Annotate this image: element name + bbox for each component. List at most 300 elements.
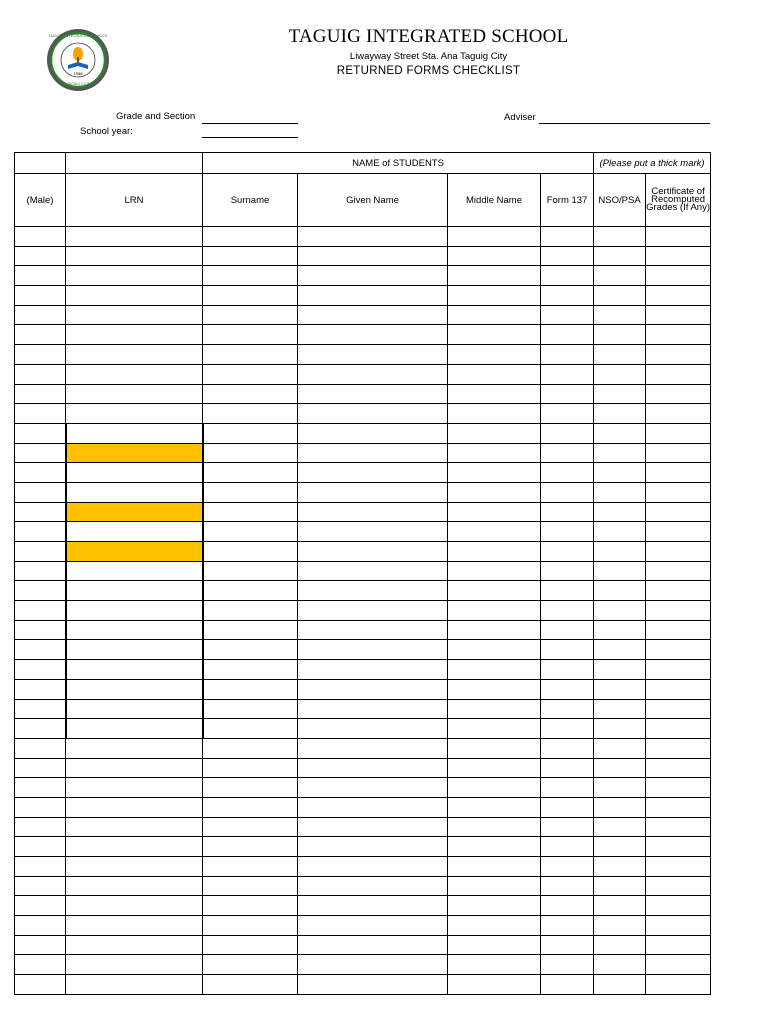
surname-cell[interactable] — [203, 660, 298, 680]
certificate-cell[interactable] — [646, 640, 711, 660]
middle-name-cell[interactable] — [448, 227, 541, 247]
form137-cell[interactable] — [541, 364, 594, 384]
lrn-cell[interactable] — [66, 404, 203, 424]
surname-cell[interactable] — [203, 778, 298, 798]
certificate-cell[interactable] — [646, 502, 711, 522]
form137-cell[interactable] — [541, 601, 594, 621]
male-cell[interactable] — [15, 738, 66, 758]
form137-cell[interactable] — [541, 955, 594, 975]
lrn-cell[interactable] — [66, 384, 203, 404]
lrn-cell[interactable] — [66, 797, 203, 817]
male-cell[interactable] — [15, 561, 66, 581]
lrn-cell[interactable] — [66, 916, 203, 936]
surname-cell[interactable] — [203, 758, 298, 778]
male-cell[interactable] — [15, 266, 66, 286]
form137-cell[interactable] — [541, 620, 594, 640]
certificate-cell[interactable] — [646, 679, 711, 699]
given-name-cell[interactable] — [298, 364, 448, 384]
lrn-cell[interactable] — [66, 246, 203, 266]
surname-cell[interactable] — [203, 463, 298, 483]
surname-cell[interactable] — [203, 620, 298, 640]
given-name-cell[interactable] — [298, 246, 448, 266]
given-name-cell[interactable] — [298, 443, 448, 463]
middle-name-cell[interactable] — [448, 561, 541, 581]
nso-psa-cell[interactable] — [594, 542, 646, 562]
given-name-cell[interactable] — [298, 857, 448, 877]
form137-cell[interactable] — [541, 975, 594, 995]
middle-name-cell[interactable] — [448, 482, 541, 502]
middle-name-cell[interactable] — [448, 640, 541, 660]
male-cell[interactable] — [15, 423, 66, 443]
given-name-cell[interactable] — [298, 345, 448, 365]
middle-name-cell[interactable] — [448, 542, 541, 562]
lrn-cell[interactable] — [66, 561, 203, 581]
nso-psa-cell[interactable] — [594, 640, 646, 660]
form137-cell[interactable] — [541, 502, 594, 522]
certificate-cell[interactable] — [646, 561, 711, 581]
lrn-cell[interactable] — [66, 463, 203, 483]
certificate-cell[interactable] — [646, 384, 711, 404]
male-cell[interactable] — [15, 896, 66, 916]
given-name-cell[interactable] — [298, 679, 448, 699]
given-name-cell[interactable] — [298, 640, 448, 660]
certificate-cell[interactable] — [646, 325, 711, 345]
nso-psa-cell[interactable] — [594, 423, 646, 443]
male-cell[interactable] — [15, 817, 66, 837]
given-name-cell[interactable] — [298, 502, 448, 522]
surname-cell[interactable] — [203, 542, 298, 562]
form137-cell[interactable] — [541, 778, 594, 798]
nso-psa-cell[interactable] — [594, 404, 646, 424]
male-cell[interactable] — [15, 384, 66, 404]
nso-psa-cell[interactable] — [594, 345, 646, 365]
middle-name-cell[interactable] — [448, 817, 541, 837]
nso-psa-cell[interactable] — [594, 620, 646, 640]
nso-psa-cell[interactable] — [594, 502, 646, 522]
form137-cell[interactable] — [541, 758, 594, 778]
certificate-cell[interactable] — [646, 778, 711, 798]
form137-cell[interactable] — [541, 896, 594, 916]
lrn-cell[interactable] — [66, 227, 203, 247]
surname-cell[interactable] — [203, 797, 298, 817]
middle-name-cell[interactable] — [448, 620, 541, 640]
middle-name-cell[interactable] — [448, 916, 541, 936]
given-name-cell[interactable] — [298, 581, 448, 601]
middle-name-cell[interactable] — [448, 522, 541, 542]
lrn-cell[interactable] — [66, 738, 203, 758]
nso-psa-cell[interactable] — [594, 286, 646, 306]
given-name-cell[interactable] — [298, 482, 448, 502]
nso-psa-cell[interactable] — [594, 896, 646, 916]
given-name-cell[interactable] — [298, 935, 448, 955]
surname-cell[interactable] — [203, 305, 298, 325]
middle-name-cell[interactable] — [448, 758, 541, 778]
male-cell[interactable] — [15, 443, 66, 463]
nso-psa-cell[interactable] — [594, 935, 646, 955]
surname-cell[interactable] — [203, 679, 298, 699]
male-cell[interactable] — [15, 286, 66, 306]
surname-cell[interactable] — [203, 345, 298, 365]
nso-psa-cell[interactable] — [594, 561, 646, 581]
male-cell[interactable] — [15, 305, 66, 325]
nso-psa-cell[interactable] — [594, 581, 646, 601]
lrn-cell[interactable] — [66, 758, 203, 778]
given-name-cell[interactable] — [298, 758, 448, 778]
form137-cell[interactable] — [541, 522, 594, 542]
middle-name-cell[interactable] — [448, 601, 541, 621]
middle-name-cell[interactable] — [448, 699, 541, 719]
certificate-cell[interactable] — [646, 463, 711, 483]
middle-name-cell[interactable] — [448, 935, 541, 955]
male-cell[interactable] — [15, 345, 66, 365]
given-name-cell[interactable] — [298, 561, 448, 581]
certificate-cell[interactable] — [646, 699, 711, 719]
middle-name-cell[interactable] — [448, 463, 541, 483]
form137-cell[interactable] — [541, 916, 594, 936]
certificate-cell[interactable] — [646, 601, 711, 621]
lrn-cell[interactable] — [66, 542, 203, 562]
surname-cell[interactable] — [203, 975, 298, 995]
male-cell[interactable] — [15, 876, 66, 896]
middle-name-cell[interactable] — [448, 837, 541, 857]
middle-name-cell[interactable] — [448, 719, 541, 739]
middle-name-cell[interactable] — [448, 778, 541, 798]
form137-cell[interactable] — [541, 246, 594, 266]
surname-cell[interactable] — [203, 286, 298, 306]
adviser-field[interactable] — [539, 123, 710, 124]
certificate-cell[interactable] — [646, 404, 711, 424]
given-name-cell[interactable] — [298, 423, 448, 443]
form137-cell[interactable] — [541, 443, 594, 463]
nso-psa-cell[interactable] — [594, 660, 646, 680]
lrn-cell[interactable] — [66, 719, 203, 739]
certificate-cell[interactable] — [646, 738, 711, 758]
nso-psa-cell[interactable] — [594, 758, 646, 778]
given-name-cell[interactable] — [298, 955, 448, 975]
lrn-cell[interactable] — [66, 286, 203, 306]
form137-cell[interactable] — [541, 482, 594, 502]
grade-section-field[interactable] — [202, 123, 298, 124]
surname-cell[interactable] — [203, 502, 298, 522]
nso-psa-cell[interactable] — [594, 463, 646, 483]
lrn-cell[interactable] — [66, 266, 203, 286]
surname-cell[interactable] — [203, 246, 298, 266]
surname-cell[interactable] — [203, 896, 298, 916]
nso-psa-cell[interactable] — [594, 522, 646, 542]
male-cell[interactable] — [15, 837, 66, 857]
certificate-cell[interactable] — [646, 246, 711, 266]
lrn-cell[interactable] — [66, 305, 203, 325]
certificate-cell[interactable] — [646, 660, 711, 680]
certificate-cell[interactable] — [646, 916, 711, 936]
nso-psa-cell[interactable] — [594, 227, 646, 247]
male-cell[interactable] — [15, 404, 66, 424]
lrn-cell[interactable] — [66, 423, 203, 443]
surname-cell[interactable] — [203, 955, 298, 975]
middle-name-cell[interactable] — [448, 738, 541, 758]
surname-cell[interactable] — [203, 857, 298, 877]
form137-cell[interactable] — [541, 463, 594, 483]
surname-cell[interactable] — [203, 561, 298, 581]
male-cell[interactable] — [15, 364, 66, 384]
given-name-cell[interactable] — [298, 778, 448, 798]
male-cell[interactable] — [15, 660, 66, 680]
male-cell[interactable] — [15, 325, 66, 345]
male-cell[interactable] — [15, 679, 66, 699]
lrn-cell[interactable] — [66, 364, 203, 384]
male-cell[interactable] — [15, 227, 66, 247]
certificate-cell[interactable] — [646, 758, 711, 778]
certificate-cell[interactable] — [646, 955, 711, 975]
certificate-cell[interactable] — [646, 620, 711, 640]
middle-name-cell[interactable] — [448, 896, 541, 916]
nso-psa-cell[interactable] — [594, 443, 646, 463]
certificate-cell[interactable] — [646, 266, 711, 286]
form137-cell[interactable] — [541, 384, 594, 404]
middle-name-cell[interactable] — [448, 404, 541, 424]
form137-cell[interactable] — [541, 286, 594, 306]
nso-psa-cell[interactable] — [594, 876, 646, 896]
middle-name-cell[interactable] — [448, 325, 541, 345]
male-cell[interactable] — [15, 620, 66, 640]
given-name-cell[interactable] — [298, 404, 448, 424]
form137-cell[interactable] — [541, 699, 594, 719]
form137-cell[interactable] — [541, 935, 594, 955]
certificate-cell[interactable] — [646, 975, 711, 995]
nso-psa-cell[interactable] — [594, 679, 646, 699]
male-cell[interactable] — [15, 640, 66, 660]
nso-psa-cell[interactable] — [594, 482, 646, 502]
certificate-cell[interactable] — [646, 935, 711, 955]
middle-name-cell[interactable] — [448, 286, 541, 306]
surname-cell[interactable] — [203, 876, 298, 896]
form137-cell[interactable] — [541, 542, 594, 562]
middle-name-cell[interactable] — [448, 797, 541, 817]
middle-name-cell[interactable] — [448, 679, 541, 699]
given-name-cell[interactable] — [298, 620, 448, 640]
form137-cell[interactable] — [541, 679, 594, 699]
given-name-cell[interactable] — [298, 266, 448, 286]
middle-name-cell[interactable] — [448, 443, 541, 463]
surname-cell[interactable] — [203, 719, 298, 739]
given-name-cell[interactable] — [298, 975, 448, 995]
form137-cell[interactable] — [541, 640, 594, 660]
middle-name-cell[interactable] — [448, 423, 541, 443]
given-name-cell[interactable] — [298, 896, 448, 916]
middle-name-cell[interactable] — [448, 266, 541, 286]
form137-cell[interactable] — [541, 345, 594, 365]
nso-psa-cell[interactable] — [594, 325, 646, 345]
lrn-cell[interactable] — [66, 581, 203, 601]
certificate-cell[interactable] — [646, 542, 711, 562]
male-cell[interactable] — [15, 502, 66, 522]
nso-psa-cell[interactable] — [594, 246, 646, 266]
middle-name-cell[interactable] — [448, 581, 541, 601]
form137-cell[interactable] — [541, 876, 594, 896]
nso-psa-cell[interactable] — [594, 857, 646, 877]
surname-cell[interactable] — [203, 817, 298, 837]
given-name-cell[interactable] — [298, 738, 448, 758]
surname-cell[interactable] — [203, 364, 298, 384]
certificate-cell[interactable] — [646, 227, 711, 247]
nso-psa-cell[interactable] — [594, 699, 646, 719]
male-cell[interactable] — [15, 758, 66, 778]
given-name-cell[interactable] — [298, 325, 448, 345]
lrn-cell[interactable] — [66, 896, 203, 916]
nso-psa-cell[interactable] — [594, 916, 646, 936]
certificate-cell[interactable] — [646, 876, 711, 896]
male-cell[interactable] — [15, 581, 66, 601]
lrn-cell[interactable] — [66, 817, 203, 837]
given-name-cell[interactable] — [298, 522, 448, 542]
male-cell[interactable] — [15, 542, 66, 562]
male-cell[interactable] — [15, 935, 66, 955]
middle-name-cell[interactable] — [448, 975, 541, 995]
form137-cell[interactable] — [541, 305, 594, 325]
surname-cell[interactable] — [203, 325, 298, 345]
lrn-cell[interactable] — [66, 620, 203, 640]
middle-name-cell[interactable] — [448, 502, 541, 522]
male-cell[interactable] — [15, 699, 66, 719]
nso-psa-cell[interactable] — [594, 305, 646, 325]
male-cell[interactable] — [15, 955, 66, 975]
given-name-cell[interactable] — [298, 837, 448, 857]
middle-name-cell[interactable] — [448, 955, 541, 975]
nso-psa-cell[interactable] — [594, 837, 646, 857]
nso-psa-cell[interactable] — [594, 975, 646, 995]
form137-cell[interactable] — [541, 837, 594, 857]
form137-cell[interactable] — [541, 266, 594, 286]
nso-psa-cell[interactable] — [594, 266, 646, 286]
surname-cell[interactable] — [203, 266, 298, 286]
male-cell[interactable] — [15, 916, 66, 936]
given-name-cell[interactable] — [298, 797, 448, 817]
surname-cell[interactable] — [203, 916, 298, 936]
lrn-cell[interactable] — [66, 345, 203, 365]
nso-psa-cell[interactable] — [594, 719, 646, 739]
form137-cell[interactable] — [541, 404, 594, 424]
male-cell[interactable] — [15, 601, 66, 621]
male-cell[interactable] — [15, 482, 66, 502]
surname-cell[interactable] — [203, 227, 298, 247]
lrn-cell[interactable] — [66, 857, 203, 877]
male-cell[interactable] — [15, 246, 66, 266]
form137-cell[interactable] — [541, 738, 594, 758]
form137-cell[interactable] — [541, 857, 594, 877]
form137-cell[interactable] — [541, 581, 594, 601]
middle-name-cell[interactable] — [448, 345, 541, 365]
middle-name-cell[interactable] — [448, 857, 541, 877]
male-cell[interactable] — [15, 797, 66, 817]
surname-cell[interactable] — [203, 640, 298, 660]
form137-cell[interactable] — [541, 817, 594, 837]
lrn-cell[interactable] — [66, 679, 203, 699]
given-name-cell[interactable] — [298, 384, 448, 404]
nso-psa-cell[interactable] — [594, 738, 646, 758]
certificate-cell[interactable] — [646, 286, 711, 306]
certificate-cell[interactable] — [646, 522, 711, 542]
given-name-cell[interactable] — [298, 719, 448, 739]
certificate-cell[interactable] — [646, 364, 711, 384]
given-name-cell[interactable] — [298, 817, 448, 837]
lrn-cell[interactable] — [66, 482, 203, 502]
surname-cell[interactable] — [203, 423, 298, 443]
form137-cell[interactable] — [541, 423, 594, 443]
surname-cell[interactable] — [203, 935, 298, 955]
given-name-cell[interactable] — [298, 286, 448, 306]
middle-name-cell[interactable] — [448, 305, 541, 325]
nso-psa-cell[interactable] — [594, 797, 646, 817]
given-name-cell[interactable] — [298, 660, 448, 680]
certificate-cell[interactable] — [646, 896, 711, 916]
lrn-cell[interactable] — [66, 502, 203, 522]
surname-cell[interactable] — [203, 404, 298, 424]
surname-cell[interactable] — [203, 443, 298, 463]
form137-cell[interactable] — [541, 660, 594, 680]
nso-psa-cell[interactable] — [594, 601, 646, 621]
lrn-cell[interactable] — [66, 699, 203, 719]
certificate-cell[interactable] — [646, 797, 711, 817]
middle-name-cell[interactable] — [448, 364, 541, 384]
certificate-cell[interactable] — [646, 305, 711, 325]
surname-cell[interactable] — [203, 601, 298, 621]
lrn-cell[interactable] — [66, 443, 203, 463]
surname-cell[interactable] — [203, 837, 298, 857]
given-name-cell[interactable] — [298, 876, 448, 896]
given-name-cell[interactable] — [298, 542, 448, 562]
given-name-cell[interactable] — [298, 463, 448, 483]
lrn-cell[interactable] — [66, 955, 203, 975]
middle-name-cell[interactable] — [448, 246, 541, 266]
given-name-cell[interactable] — [298, 227, 448, 247]
certificate-cell[interactable] — [646, 817, 711, 837]
lrn-cell[interactable] — [66, 640, 203, 660]
form137-cell[interactable] — [541, 797, 594, 817]
lrn-cell[interactable] — [66, 935, 203, 955]
middle-name-cell[interactable] — [448, 384, 541, 404]
middle-name-cell[interactable] — [448, 660, 541, 680]
lrn-cell[interactable] — [66, 876, 203, 896]
male-cell[interactable] — [15, 778, 66, 798]
form137-cell[interactable] — [541, 719, 594, 739]
school-year-field[interactable] — [202, 137, 298, 138]
certificate-cell[interactable] — [646, 581, 711, 601]
surname-cell[interactable] — [203, 384, 298, 404]
form137-cell[interactable] — [541, 227, 594, 247]
nso-psa-cell[interactable] — [594, 384, 646, 404]
lrn-cell[interactable] — [66, 660, 203, 680]
certificate-cell[interactable] — [646, 482, 711, 502]
lrn-cell[interactable] — [66, 778, 203, 798]
male-cell[interactable] — [15, 522, 66, 542]
given-name-cell[interactable] — [298, 916, 448, 936]
nso-psa-cell[interactable] — [594, 955, 646, 975]
given-name-cell[interactable] — [298, 699, 448, 719]
lrn-cell[interactable] — [66, 601, 203, 621]
nso-psa-cell[interactable] — [594, 364, 646, 384]
male-cell[interactable] — [15, 463, 66, 483]
certificate-cell[interactable] — [646, 423, 711, 443]
surname-cell[interactable] — [203, 482, 298, 502]
certificate-cell[interactable] — [646, 837, 711, 857]
certificate-cell[interactable] — [646, 857, 711, 877]
form137-cell[interactable] — [541, 561, 594, 581]
given-name-cell[interactable] — [298, 601, 448, 621]
surname-cell[interactable] — [203, 581, 298, 601]
surname-cell[interactable] — [203, 738, 298, 758]
lrn-cell[interactable] — [66, 975, 203, 995]
certificate-cell[interactable] — [646, 719, 711, 739]
